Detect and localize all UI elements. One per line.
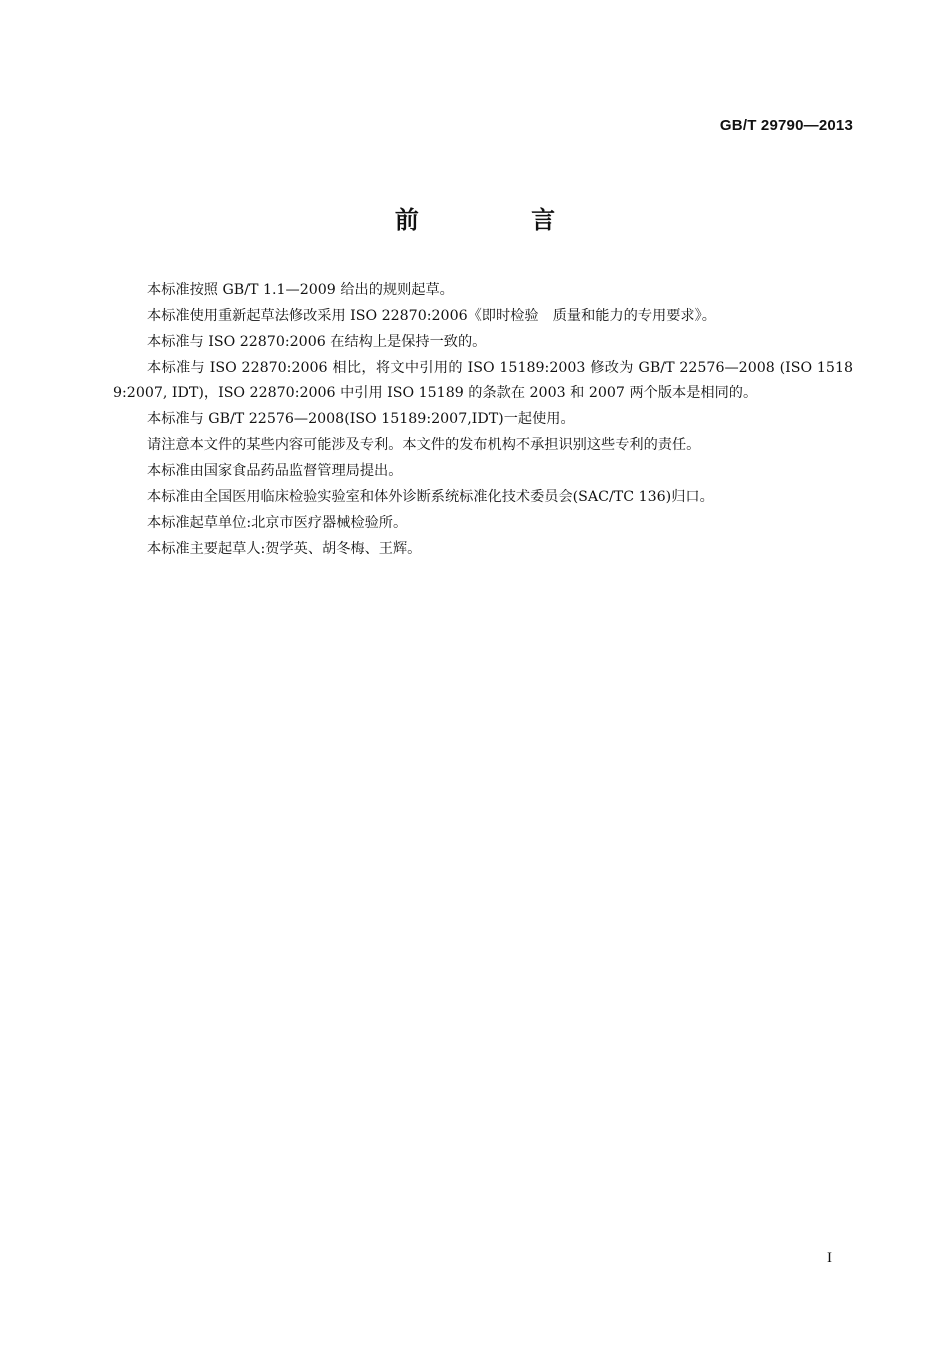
paragraph-patent-notice: 请注意本文件的某些内容可能涉及专利。本文件的发布机构不承担识别这些专利的责任。 [147,436,701,453]
paragraph-drafting-rules: 本标准按照 GB/T 1.1—2009 给出的规则起草。 [147,282,454,298]
standard-code: GB/T 29790—2013 [719,117,853,134]
paragraph-proposer: 本标准由国家食品药品监督管理局提出。 [147,462,403,479]
paragraph-committee: 本标准由全国医用临床检验实验室和体外诊断系统标准化技术委员会(SAC/TC 136)归口。 [147,488,714,505]
page-number: I [827,1250,832,1266]
paragraph-usage: 本标准与 GB/T 22576—2008(ISO 15189:2007,IDT)一起使用。 [147,410,575,427]
paragraph-differences: 本标准与 ISO 22870:2006 相比，将文中引用的 ISO 15189:2003 修改为 GB/T 22576—2008 (ISO 15189:2007, IDT)，ISO 22870:2006 中引用 ISO 15189 的条款在 2003 和 2007 两个版本是相同的。 [113,360,853,401]
paragraph-drafters: 本标准主要起草人:贺学英、胡冬梅、王辉。 [147,540,422,557]
paragraph-adoption: 本标准使用重新起草法修改采用 ISO 22870:2006《即时检验 质量和能力的专用要求》。 [147,308,716,324]
paragraph-structure: 本标准与 ISO 22870:2006 在结构上是保持一致的。 [147,334,487,350]
page-title: 前 言 [394,206,608,234]
paragraph-drafting-unit: 本标准起草单位:北京市医疗器械检验所。 [147,514,408,531]
foreword-body [113,278,853,563]
